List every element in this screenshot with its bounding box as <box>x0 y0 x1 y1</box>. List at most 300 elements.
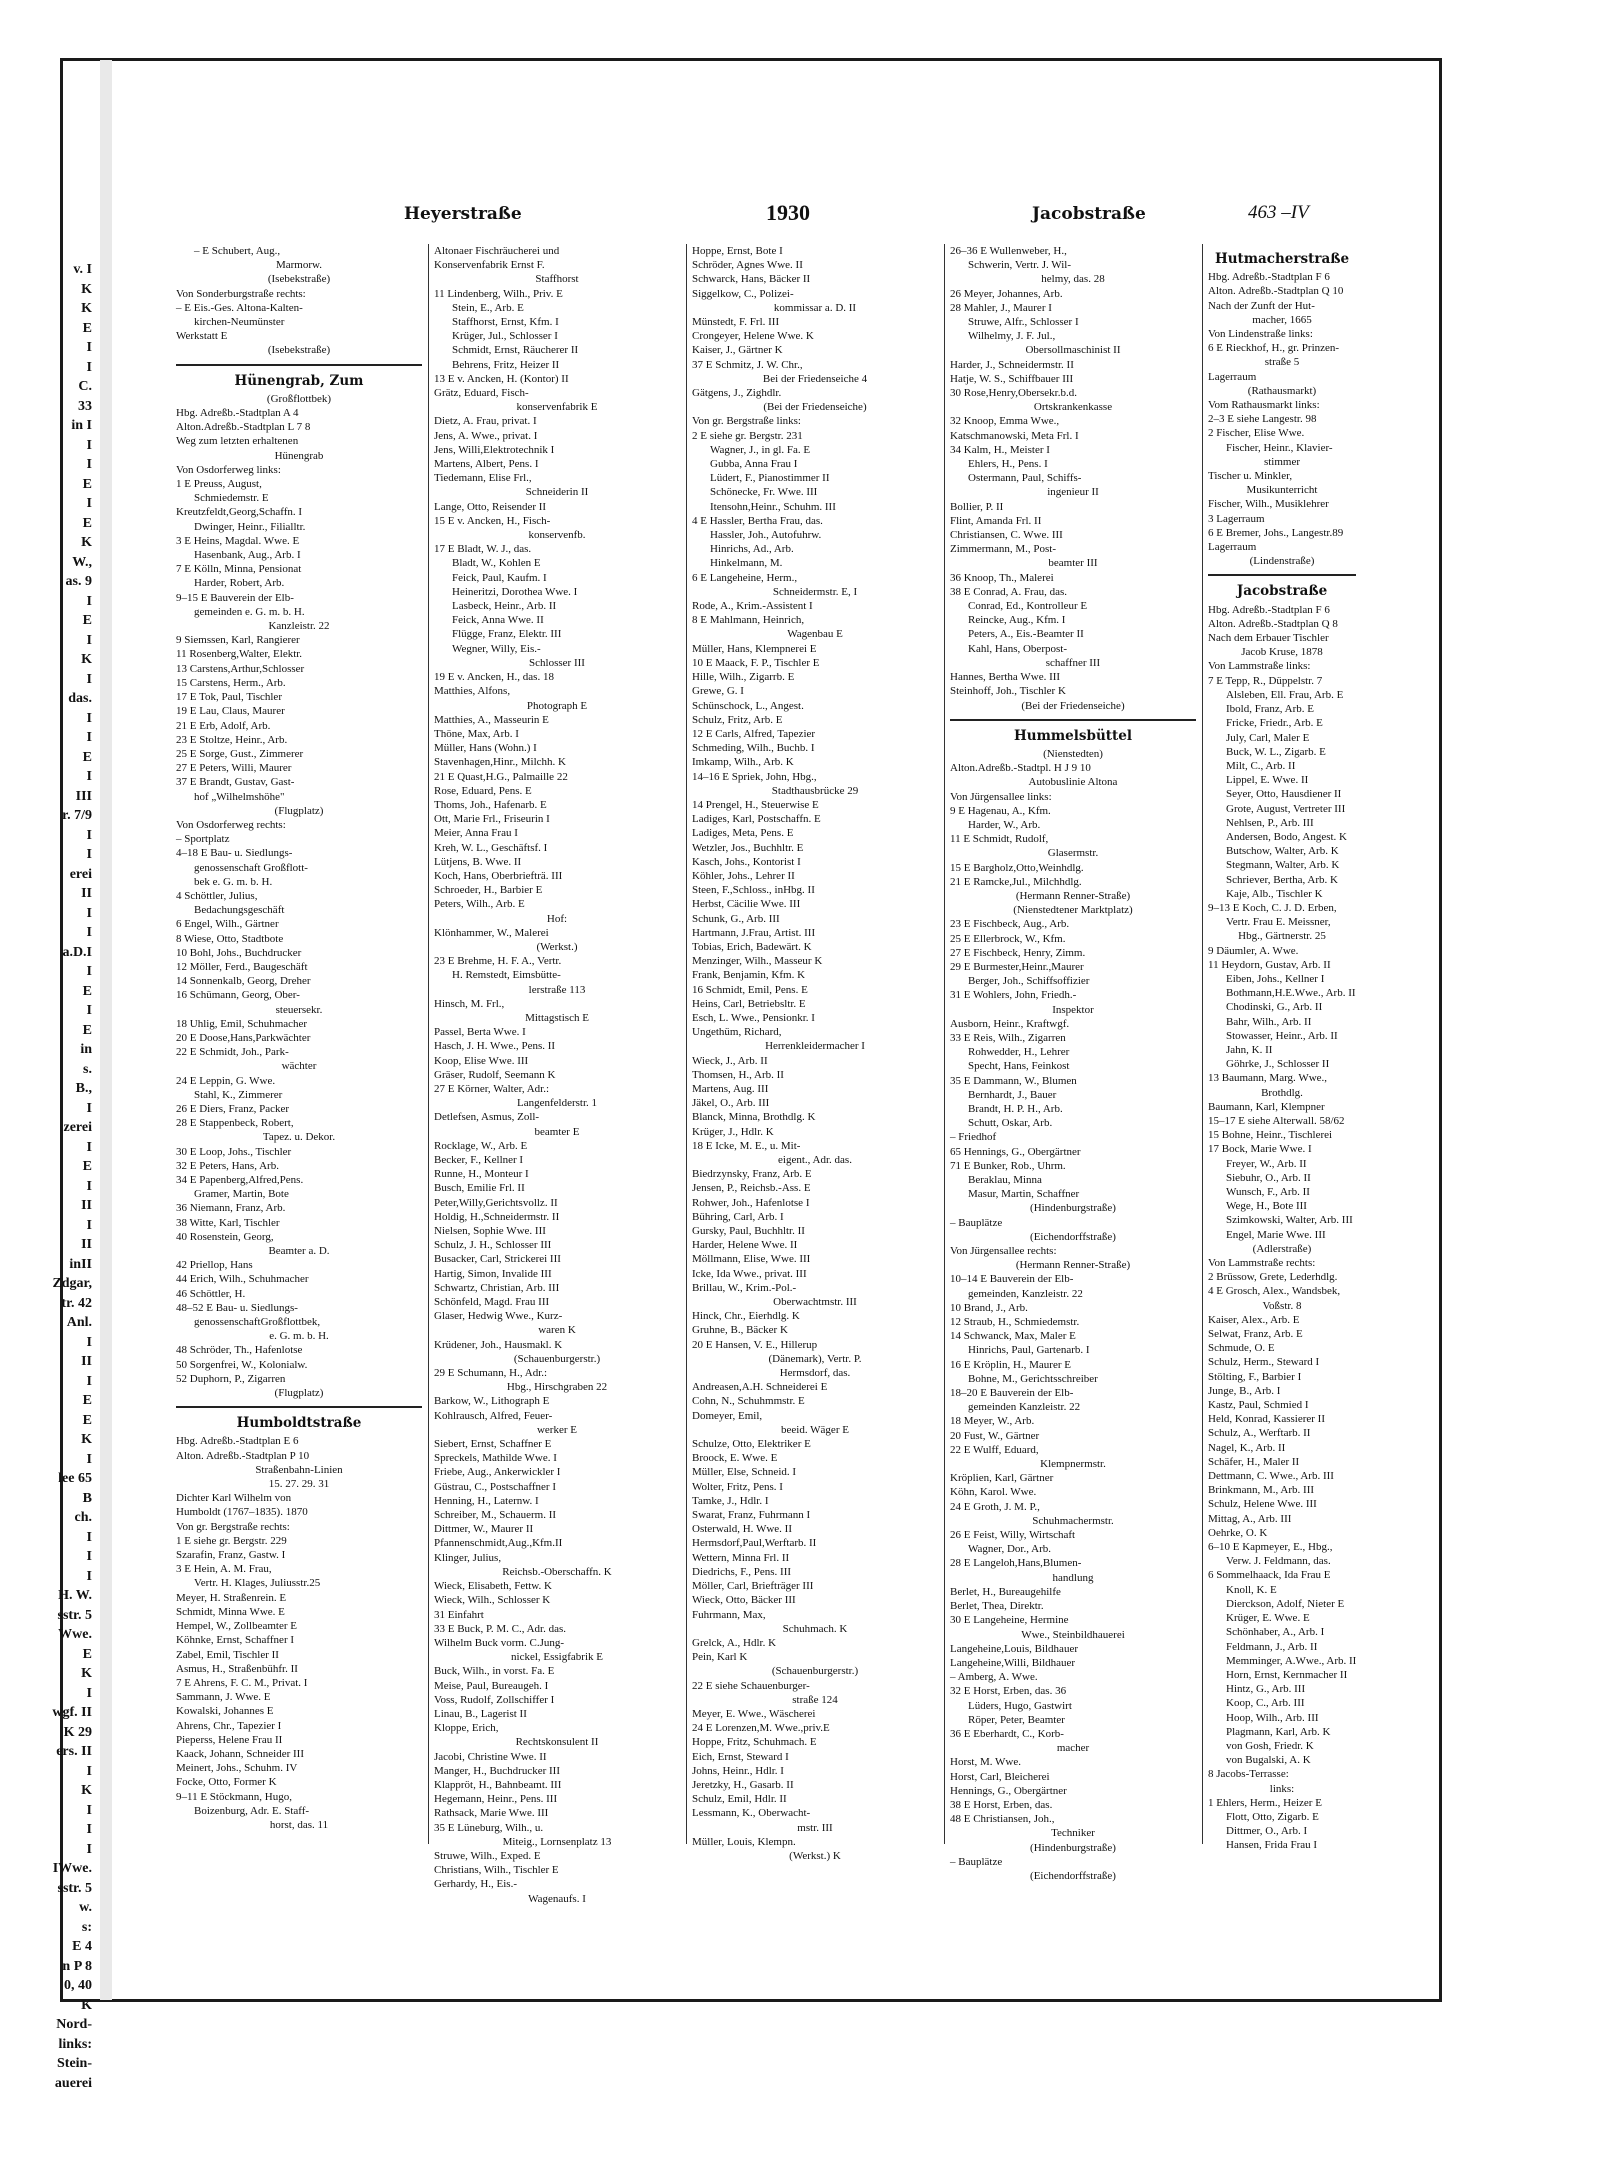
directory-entry: 6–10 E Kapmeyer, E., Hbg., <box>1208 1541 1333 1554</box>
directory-entry: Pieperss, Helene Frau II <box>176 1733 283 1746</box>
directory-entry: Schulz, Fritz, Arb. E <box>692 713 783 726</box>
previous-page-line: I <box>86 1802 92 1818</box>
directory-entry: Von Lindenstraße links: <box>1208 328 1313 341</box>
directory-entry: 48 Schröder, Th., Hafenlotse <box>176 1344 303 1357</box>
directory-entry: 32 Knoop, Emma Wwe., <box>950 415 1060 428</box>
directory-entry: Obersollmaschinist II <box>1025 344 1121 357</box>
directory-entry: Koop, C., Arb. III <box>1226 1697 1305 1710</box>
directory-entry: 6 E Rieckhof, H., gr. Prinzen- <box>1208 342 1340 355</box>
directory-entry: 38 Witte, Karl, Tischler <box>176 1216 280 1229</box>
directory-entry: Tischer u. Minkler, <box>1208 470 1293 483</box>
previous-page-line: zerei <box>63 1120 92 1135</box>
directory-entry: Hünengrab <box>274 449 324 462</box>
directory-entry: 34 Kalm, H., Meister I <box>950 443 1050 456</box>
previous-page-line: K <box>81 535 92 550</box>
directory-entry: Busacker, Carl, Strickerei III <box>434 1253 561 1266</box>
directory-entry: Mittagstisch E <box>525 1011 589 1024</box>
directory-entry: (Lindenstraße) <box>1249 555 1315 568</box>
directory-entry: Masur, Martin, Schaffner <box>968 1188 1080 1201</box>
directory-entry: Köhler, Johs., Lehrer II <box>692 869 795 882</box>
directory-entry: 6 E Bremer, Johs., Langestr.89 <box>1208 526 1344 539</box>
directory-entry: Kloppe, Erich, <box>434 1722 499 1735</box>
directory-entry: Kaiser, Alex., Arb. E <box>1208 1313 1300 1326</box>
directory-entry: 36 Knoop, Th., Malerei <box>950 571 1054 584</box>
directory-entry: Harder, W., Arb. <box>968 818 1041 831</box>
directory-entry: Martens, Aug. III <box>692 1082 769 1095</box>
directory-entry: 36 Niemann, Franz, Arb. <box>176 1202 286 1215</box>
directory-entry: 9–11 E Stöckmann, Hugo, <box>176 1790 292 1803</box>
directory-entry: Wieck, Otto, Bäcker III <box>692 1594 796 1607</box>
directory-entry: werker E <box>536 1423 577 1436</box>
directory-entry: (Hermann Renner-Straße) <box>1015 1259 1131 1272</box>
directory-entry: Christians, Wilh., Tischler E <box>434 1864 559 1877</box>
directory-entry: Jahn, K. II <box>1226 1043 1273 1056</box>
directory-entry: Klinger, Julius, <box>434 1551 502 1564</box>
directory-entry: 13 Carstens,Arthur,Schlosser <box>176 662 305 675</box>
directory-entry: Bahr, Wilh., Arb. II <box>1226 1015 1312 1028</box>
directory-entry: beamter E <box>534 1125 580 1138</box>
directory-entry: Schroeder, H., Barbier E <box>434 884 543 897</box>
directory-entry: Eiben, Johs., Kellner I <box>1226 972 1325 985</box>
directory-entry: Domeyer, Emil, <box>692 1409 763 1422</box>
previous-page-line: 0, 40 <box>64 1978 92 1993</box>
directory-entry: Stavenhagen,Hinr., Milchh. K <box>434 756 566 769</box>
directory-entry: Gursky, Paul, Buchhltr. II <box>692 1225 805 1238</box>
previous-page-line: wgf. II <box>52 1705 92 1720</box>
directory-entry: Herrenkleidermacher I <box>765 1040 865 1053</box>
previous-page-line: E <box>82 476 92 492</box>
directory-entry: Lessmann, K., Oberwacht- <box>692 1807 811 1820</box>
directory-entry: Grote, August, Vertreter III <box>1226 802 1346 815</box>
header-left: Heyerstraße <box>404 204 522 224</box>
directory-entry: Klönhammer, W., Malerei <box>434 926 549 939</box>
previous-page-line: I <box>86 340 92 355</box>
previous-page-line: I <box>86 359 92 375</box>
directory-entry: Struwe, Wilh., Exped. E <box>434 1849 541 1862</box>
directory-entry: Kaack, Johann, Schneider III <box>176 1747 304 1760</box>
directory-entry: Schwartz, Christian, Arb. III <box>434 1281 560 1294</box>
directory-entry: Werkstatt E <box>176 330 228 343</box>
directory-entry: 16 E Kröplin, H., Maurer E <box>950 1358 1071 1371</box>
directory-entry: 12 E Carls, Alfred, Tapezier <box>692 727 816 740</box>
directory-entry: (Hindenburgstraße) <box>1030 1202 1116 1215</box>
directory-entry: Schriever, Bertha, Arb. K <box>1226 873 1338 886</box>
directory-entry: 29 E Schumann, H., Adr.: <box>434 1367 548 1380</box>
directory-entry: Steen, F.,Schloss., inHbg. II <box>692 884 815 897</box>
directory-entry: Mittag, A., Arb. III <box>1208 1512 1292 1525</box>
directory-entry: 33 E Buck, P. M. C., Adr. das. <box>434 1622 567 1635</box>
directory-entry: Ott, Marie Frl., Friseurin I <box>434 813 550 826</box>
directory-entry: (Flugplatz) <box>274 1387 324 1400</box>
directory-entry: 11 E Schmidt, Rudolf, <box>950 833 1049 846</box>
directory-entry: Siebuhr, O., Arb. II <box>1226 1171 1311 1184</box>
directory-entry: Wetzler, Jos., Buchhltr. E <box>692 841 804 854</box>
directory-entry: 25 E Ellerbrock, W., Kfm. <box>950 932 1066 945</box>
directory-entry: Vertr. Frau E. Meissner, <box>1226 916 1331 929</box>
directory-entry: (Bei der Friedenseiche) <box>763 401 867 414</box>
previous-page-line: I <box>86 457 92 472</box>
directory-entry: horst, das. 11 <box>269 1818 329 1831</box>
directory-entry: genossenschaft Großflott- <box>194 861 308 874</box>
directory-entry: Fricke, Friedr., Arb. E <box>1226 717 1323 730</box>
directory-entry: Alsleben, Ell. Frau, Arb. E <box>1226 688 1344 701</box>
directory-entry: Müller, Hans (Wohn.) I <box>434 742 537 755</box>
directory-entry: (Bei der Friedenseiche) <box>1021 699 1125 712</box>
directory-entry: 21 E Quast,H.G., Palmaille 22 <box>434 770 568 783</box>
directory-entry: 35 E Dammann, W., Blumen <box>950 1074 1077 1087</box>
directory-entry: Rechtskonsulent II <box>515 1736 599 1749</box>
directory-entry: (Werkst.) K <box>789 1849 841 1862</box>
directory-entry: Schulz, Helene Wwe. III <box>1208 1498 1317 1511</box>
directory-entry: Müller, Else, Schneid. I <box>692 1466 797 1479</box>
directory-entry: Wwe., Steinbildhauerei <box>1021 1628 1125 1641</box>
directory-entry: Kanzleistr. 22 <box>268 620 330 633</box>
directory-entry: Boizenburg, Adr. E. Staff- <box>194 1804 310 1817</box>
directory-entry: Krüger, J., Hdlr. K <box>692 1125 774 1138</box>
directory-entry: Esch, L. Wwe., Pensionkr. I <box>692 1011 815 1024</box>
directory-entry: macher <box>1056 1742 1090 1755</box>
directory-entry: Langeheine,Willi, Bildhauer <box>950 1656 1076 1669</box>
directory-entry: Wagner, Dor., Arb. <box>968 1543 1051 1556</box>
directory-entry: 35 E Lüneburg, Wilh., u. <box>434 1821 544 1834</box>
directory-entry: 32 E Peters, Hans, Arb. <box>176 1159 279 1172</box>
directory-entry: Peters, Wilh., Arb. E <box>434 898 525 911</box>
previous-page-line: E <box>82 515 92 531</box>
directory-entry: 15 Carstens, Herm., Arb. <box>176 676 286 689</box>
directory-entry: gemeinden, Kanzleistr. 22 <box>968 1287 1083 1300</box>
directory-entry: Wettern, Minna Frl. II <box>692 1551 790 1564</box>
directory-entry: Güstrau, C., Postschaffner I <box>434 1480 556 1493</box>
directory-entry: 27 E Fischbeck, Henry, Zimm. <box>950 946 1086 959</box>
directory-entry: helmy, das. 28 <box>1041 273 1105 286</box>
directory-entry: Photograph E <box>526 699 588 712</box>
directory-entry: Alton.Adreßb.-Stadtpl. H J 9 10 <box>950 762 1091 775</box>
directory-entry: Hof: <box>546 912 568 925</box>
directory-entry: Imkamp, Wilh., Arb. K <box>692 756 794 769</box>
directory-entry: Koch, Hans, Oberbriefträ. III <box>434 869 563 882</box>
directory-entry: Klappröt, H., Bahnbeamt. III <box>434 1778 562 1791</box>
directory-entry: 37 E Brandt, Gustav, Gast- <box>176 776 295 789</box>
directory-entry: Staffhorst, Ernst, Kfm. I <box>452 316 559 329</box>
directory-entry: 21 E Ramcke,Jul., Milchhdlg. <box>950 875 1082 888</box>
directory-entry: – E Eis.-Ges. Altona-Kalten- <box>176 301 303 314</box>
previous-page-line: I <box>86 925 92 940</box>
directory-entry: 22 E Wulff, Eduard, <box>950 1443 1039 1456</box>
directory-entry: steuersekr. <box>275 1003 323 1016</box>
directory-entry: Stölting, F., Barbier I <box>1208 1370 1302 1383</box>
previous-page-line: I <box>86 964 92 979</box>
column-3 <box>692 244 938 1863</box>
directory-entry: Müller, Louis, Klempn. <box>692 1835 796 1848</box>
directory-entry: Gerhardy, H., Eis.- <box>434 1878 517 1891</box>
directory-entry: Hbg., Hirschgraben 22 <box>506 1381 608 1394</box>
previous-page-line: I <box>86 769 92 784</box>
previous-page-line: H. W. <box>58 1588 92 1603</box>
directory-entry: Biedrzynsky, Franz, Arb. E <box>692 1168 812 1181</box>
directory-entry: (Schauenburgerstr.) <box>771 1665 859 1678</box>
directory-entry: Bohne, M., Gerichtsschreiber <box>968 1372 1098 1385</box>
directory-entry: Müller, Hans, Klempnerei E <box>692 642 817 655</box>
directory-entry: 38 E Horst, Erben, das. <box>950 1798 1053 1811</box>
directory-entry: Crongeyer, Helene Wwe. K <box>692 330 814 343</box>
directory-entry: Wunsch, F., Arb. II <box>1226 1186 1310 1198</box>
directory-entry: 12 Möller, Ferd., Baugeschäft <box>176 960 308 973</box>
previous-page-line: K <box>81 1432 92 1447</box>
directory-entry: Oehrke, O. K <box>1208 1526 1268 1539</box>
directory-entry: Passel, Berta Wwe. I <box>434 1026 526 1039</box>
directory-entry: Nach dem Erbauer Tischler <box>1208 632 1329 645</box>
directory-entry: Brothdlg. <box>1261 1086 1303 1099</box>
directory-entry: ingenieur II <box>1047 486 1099 499</box>
directory-entry: Horn, Ernst, Kernmacher II <box>1226 1668 1348 1681</box>
directory-entry: 9–13 E Koch, C. J. D. Erben, <box>1208 901 1337 914</box>
directory-entry: Schönhaber, A., Arb. I <box>1226 1626 1325 1639</box>
previous-page-line: I <box>86 1373 92 1389</box>
directory-entry: konservenfb. <box>528 529 586 542</box>
directory-entry: 23 E Stoltze, Heinr., Arb. <box>176 733 288 746</box>
previous-page-line: I <box>86 710 92 726</box>
directory-entry: 38 E Conrad, A. Frau, das. <box>950 585 1068 598</box>
previous-page-line: II <box>81 1237 92 1252</box>
directory-entry: Conrad, Ed., Kontrolleur E <box>968 600 1088 613</box>
directory-entry: Dittmer, W., Maurer II <box>434 1523 534 1536</box>
directory-entry: Bedachungsgeschäft <box>194 904 285 917</box>
directory-entry: Hinck, Chr., Eierhdlg. K <box>692 1310 800 1323</box>
directory-entry: Ehlers, H., Pens. I <box>968 458 1048 471</box>
directory-entry: Stegmann, Walter, Arb. K <box>1226 859 1340 872</box>
directory-entry: Von Osdorferweg rechts: <box>176 818 286 831</box>
directory-entry: Wagenbau E <box>787 628 843 641</box>
directory-entry: Herbst, Cäcilie Wwe. III <box>692 898 801 911</box>
previous-page-line: in <box>80 1042 92 1057</box>
directory-entry: Ladiges, Karl, Postschaffn. E <box>692 813 821 826</box>
directory-entry: Berger, Joh., Schiffsoffizier <box>968 975 1090 988</box>
directory-entry: Meyer, H. Straßenrein. E <box>176 1591 287 1604</box>
directory-entry: Lagerraum <box>1208 541 1257 554</box>
directory-entry: Grewe, G. I <box>692 685 744 698</box>
directory-entry: Schwarck, Hans, Bäcker II <box>692 273 811 286</box>
directory-entry: 1 E siehe gr. Bergstr. 229 <box>176 1534 287 1547</box>
previous-page-line: I <box>86 1139 92 1155</box>
previous-page-line: erei <box>69 866 92 882</box>
directory-entry: Harder, Helene Wwe. II <box>692 1239 798 1252</box>
directory-entry: Meyer, E. Wwe., Wäscherei <box>692 1707 816 1720</box>
directory-entry: Specht, Hans, Feinkost <box>968 1060 1070 1073</box>
directory-entry: Harder, J., Schneidermstr. II <box>950 358 1074 371</box>
directory-entry: Kreutzfeldt,Georg,Schaffn. I <box>176 506 303 519</box>
directory-entry: Kohlrausch, Alfred, Feuer- <box>434 1409 553 1422</box>
directory-entry: Krüger, Jul., Schlosser I <box>452 330 558 343</box>
directory-entry: Oberwachtmstr. III <box>773 1296 857 1309</box>
book-gutter <box>100 60 112 2000</box>
directory-entry: Spreckels, Mathilde Wwe. I <box>434 1452 557 1465</box>
directory-entry: Wieck, Wilh., Schlosser K <box>434 1594 551 1607</box>
directory-entry: Hansen, Frida Frau I <box>1226 1839 1318 1852</box>
column-4 <box>950 244 1196 1883</box>
directory-entry: Ausborn, Heinr., Kraftwgf. <box>950 1017 1070 1030</box>
previous-page-line: I <box>86 1178 92 1194</box>
directory-entry: lerstraße 113 <box>528 983 586 996</box>
directory-entry: 26 E Diers, Franz, Packer <box>176 1102 290 1115</box>
directory-entry: 2 Brüssow, Grete, Lederhdlg. <box>1208 1271 1338 1284</box>
directory-entry: kommissar a. D. II <box>773 301 857 314</box>
previous-page-line: Nord- <box>56 2017 92 2032</box>
column-2 <box>434 244 680 1906</box>
directory-entry: Memminger, A.Wwe., Arb. II <box>1226 1654 1357 1667</box>
directory-entry: 14 Sonnenkalb, Georg, Dreher <box>176 975 311 988</box>
directory-entry: Asmus, H., Straßenbühfr. II <box>176 1662 298 1675</box>
directory-entry: Dwinger, Heinr., Filialltr. <box>194 520 306 533</box>
directory-entry: 6 Engel, Wilh., Gärtner <box>176 918 279 931</box>
previous-page-line: K <box>81 281 92 297</box>
directory-entry: Menzinger, Wilh., Masseur K <box>692 955 823 968</box>
directory-entry: Focke, Otto, Former K <box>176 1776 277 1789</box>
directory-entry: Ibold, Franz, Arb. E <box>1226 703 1314 716</box>
directory-entry: 3 E Hein, A. M. Frau, <box>176 1563 272 1576</box>
directory-entry: Schneidermstr. E, I <box>772 585 858 598</box>
directory-entry: 24 E Groth, J. M. P., <box>950 1500 1040 1513</box>
directory-entry: Schulz, Emil, Hdlr. II <box>692 1793 787 1806</box>
previous-page-line: I <box>86 632 92 648</box>
previous-page-line: E 4 <box>72 1939 92 1954</box>
directory-entry: 10 E Maack, F. P., Tischler E <box>692 656 820 669</box>
directory-entry: Dettmann, C. Wwe., Arb. III <box>1208 1470 1334 1483</box>
directory-entry: Bei der Friedenseiche 4 <box>762 372 868 385</box>
directory-entry: 36 E Eberhardt, C., Korb- <box>950 1727 1064 1740</box>
previous-page-line: I <box>86 437 92 453</box>
directory-entry: 4 E Hassler, Bertha Frau, das. <box>692 514 823 527</box>
directory-entry: 33 E Reis, Wilh., Zigarren <box>950 1031 1066 1044</box>
previous-page-line: I <box>86 730 92 745</box>
directory-entry: 22 E siehe Schauenburger- <box>692 1679 810 1692</box>
directory-entry: Hegemann, Heinr., Pens. III <box>434 1793 558 1806</box>
directory-entry: Hbg. Adreßb.-Stadtplan E 6 <box>176 1435 299 1448</box>
directory-entry: – Friedhof <box>950 1131 997 1144</box>
directory-entry: 26–36 E Wullenweber, H., <box>950 245 1067 257</box>
running-header <box>176 200 1356 228</box>
directory-entry: Heineritzi, Dorothea Wwe. I <box>452 585 578 598</box>
directory-entry: 50 Sorgenfrei, W., Kolonialw. <box>176 1358 308 1371</box>
directory-entry: Rohwer, Joh., Hafenlotse I <box>692 1196 810 1209</box>
previous-page-text <box>12 260 92 2093</box>
directory-entry: Lüdert, F., Pianostimmer II <box>710 472 830 485</box>
directory-entry: Jacob Kruse, 1878 <box>1241 646 1323 659</box>
directory-entry: Kahl, Hans, Oberpost- <box>968 642 1067 655</box>
directory-entry: Meise, Paul, Bureaugeh. I <box>434 1679 549 1692</box>
directory-entry: Hempel, W., Zollbeamter E <box>176 1620 297 1633</box>
directory-entry: 9 Siemssen, Karl, Rangierer <box>176 634 300 647</box>
directory-entry: Lagerraum <box>1208 370 1257 383</box>
directory-entry: Wilhelm Buck vorm. C.Jung- <box>434 1636 565 1649</box>
previous-page-line: K <box>81 1783 92 1798</box>
directory-entry: Hatje, W. S., Schiffbauer III <box>950 372 1074 385</box>
previous-page-line: K 29 <box>63 1724 92 1740</box>
directory-entry: 29 E Burmester,Heinr.,Maurer <box>950 960 1084 973</box>
directory-entry: Nehlsen, P., Arb. III <box>1226 816 1314 829</box>
previous-page-line: I <box>86 1549 92 1564</box>
directory-entry: 18–20 E Bauverein der Elb- <box>950 1387 1074 1400</box>
directory-entry: Jensen, P., Reichsb.-Ass. E <box>692 1182 811 1195</box>
previous-page-line: E <box>82 613 92 628</box>
directory-entry: Voßstr. 8 <box>1262 1299 1302 1312</box>
directory-entry: Jens, A. Wwe., privat. I <box>434 429 538 442</box>
directory-entry: 26 E Feist, Willy, Wirtschaft <box>950 1529 1076 1542</box>
directory-entry: Harder, Robert, Arb. <box>194 577 285 590</box>
directory-entry: Wagenaufs. I <box>528 1892 586 1905</box>
header-right: Jacobstraße <box>1032 204 1146 224</box>
directory-entry: Klempnermstr. <box>1040 1458 1106 1471</box>
directory-entry: Thöne, Max, Arb. I <box>434 727 519 740</box>
directory-page <box>176 200 1357 1905</box>
previous-page-line: E <box>82 749 92 765</box>
directory-entry: Martens, Albert, Pens. I <box>434 458 539 471</box>
directory-entry: 30 Rose,Henry,Obersekr.b.d. <box>950 387 1077 400</box>
directory-entry: Schönfeld, Magd. Frau III <box>434 1296 550 1309</box>
directory-entry: Gramer, Martin, Bote <box>194 1188 289 1201</box>
directory-entry: 11 Lindenberg, Wilh., Priv. E <box>434 287 563 300</box>
directory-entry: Berlet, H., Bureaugehilfe <box>950 1585 1061 1598</box>
previous-page-line: E <box>82 983 92 999</box>
directory-entry: Szimkowski, Walter, Arb. III <box>1226 1214 1353 1227</box>
directory-entry: (Schauenburgerstr.) <box>513 1352 601 1365</box>
directory-entry: Engel, Marie Wwe. III <box>1226 1228 1326 1241</box>
previous-page-line: I <box>86 1451 92 1467</box>
directory-entry: 11 Rosenberg,Walter, Elektr. <box>176 648 303 661</box>
directory-entry: Voss, Rudolf, Zollschiffer I <box>434 1693 555 1706</box>
directory-entry: (Rathausmarkt) <box>1247 384 1317 397</box>
directory-entry: Langenfelderstr. 1 <box>516 1097 598 1110</box>
directory-entry: Schreiber, M., Schauerm. II <box>434 1509 557 1522</box>
previous-page-line: E <box>82 1159 92 1174</box>
directory-entry: Kröplien, Karl, Gärtner <box>950 1472 1054 1485</box>
directory-entry: Itensohn,Heinr., Schuhm. III <box>710 500 836 513</box>
directory-entry: 30 E Langeheine, Hermine <box>950 1614 1069 1627</box>
directory-entry: 17 Bock, Marie Wwe. I <box>1208 1143 1312 1156</box>
directory-entry: Stahl, K., Zimmerer <box>194 1088 283 1101</box>
directory-entry: – Sportplatz <box>176 833 230 846</box>
directory-entry: Butschow, Walter, Arb. K <box>1226 845 1339 858</box>
directory-entry: Hbg. Adreßb.-Stadtplan F 6 <box>1208 603 1330 616</box>
directory-entry: Techniker <box>1051 1827 1095 1840</box>
directory-entry: 16 Schmidt, Emil, Pens. E <box>692 983 808 996</box>
directory-entry: Osterwald, H. Wwe. II <box>692 1523 792 1536</box>
directory-entry: Kaiser, J., Gärtner K <box>692 344 783 357</box>
directory-entry: e. G. m. b. H. <box>269 1330 329 1343</box>
previous-page-line: Stein- <box>57 2056 92 2071</box>
directory-entry: Zimmermann, M., Post- <box>950 543 1057 556</box>
directory-entry: 19 E v. Ancken, H., das. 18 <box>434 671 554 684</box>
directory-entry: 13 E v. Ancken, H. (Kontor) II <box>434 372 569 385</box>
directory-entry: Marmorw. <box>275 259 323 272</box>
directory-entry: Hinsch, M. Frl., <box>434 997 505 1010</box>
directory-entry: 28 E Stappenbeck, Robert, <box>176 1117 294 1130</box>
directory-entry: Katschmanowski, Meta Frl. I <box>950 429 1079 442</box>
directory-entry: July, Carl, Maler E <box>1226 731 1310 744</box>
previous-page-line: III <box>75 788 92 804</box>
directory-entry: Diedrichs, F., Pens. III <box>692 1565 792 1578</box>
directory-entry: Feldmann, J., Arb. II <box>1226 1640 1318 1653</box>
directory-entry: 10 Brand, J., Arb. <box>950 1301 1028 1314</box>
directory-entry: 14 Prengel, H., Steuerwise E <box>692 798 819 811</box>
header-year: 1930 <box>766 200 810 225</box>
directory-entry: Thoms, Joh., Hafenarb. E <box>434 798 547 811</box>
previous-page-line: sstr. 5 <box>57 1880 92 1896</box>
directory-entry: 2–3 E siehe Langestr. 98 <box>1208 413 1317 426</box>
directory-entry: Fischer, Heinr., Klavier- <box>1226 441 1333 454</box>
directory-entry: Möllmann, Elise, Wwe. III <box>692 1253 811 1266</box>
directory-entry: gemeinden Kanzleistr. 22 <box>968 1401 1081 1414</box>
previous-page-line: I <box>86 1334 92 1350</box>
